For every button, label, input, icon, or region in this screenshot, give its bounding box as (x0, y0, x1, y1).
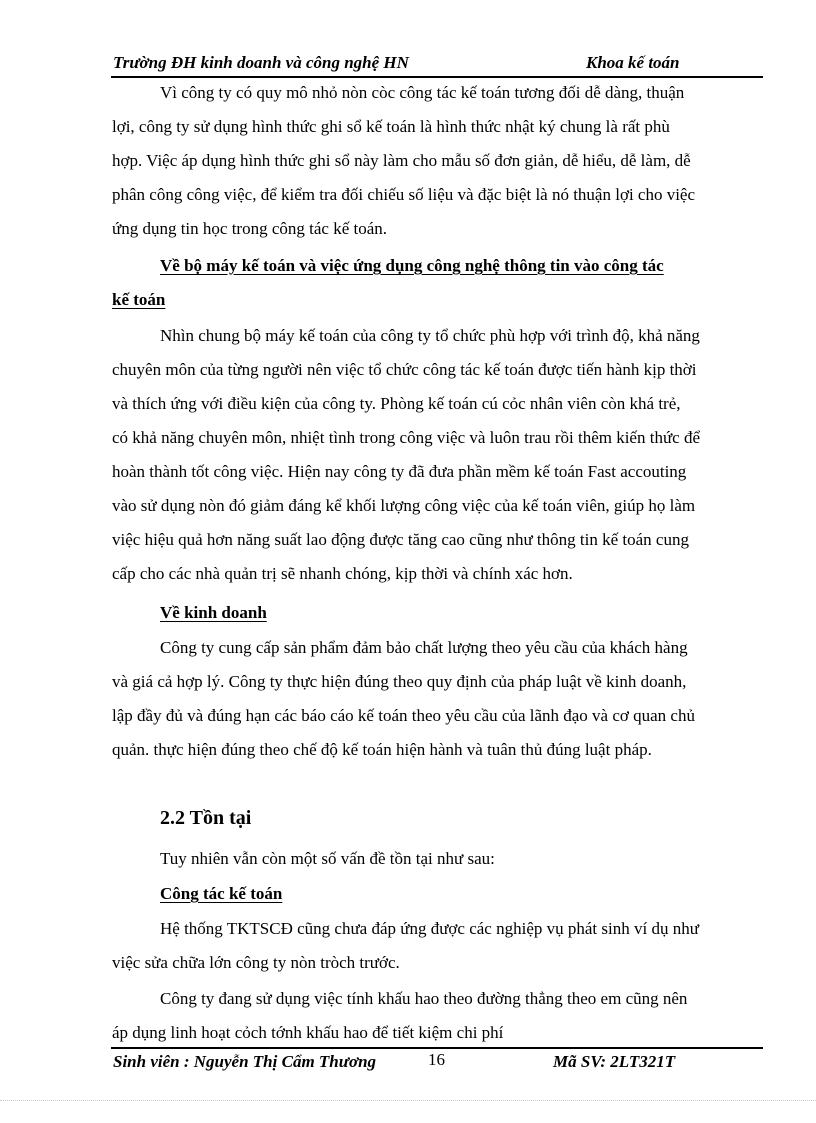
header-school-name: Trường ĐH kinh doanh và công nghệ HN (113, 53, 409, 72)
text-line: phân công công việc, để kiểm tra đối chiếu số liệu và đặc biệt là nó thuận lợi cho việc (112, 185, 696, 204)
heading-line: Về bộ máy kế toán và việc ứng dụng công nghệ thông tin vào công tác (160, 256, 664, 275)
text-line: và thích ứng với điều kiện của công ty. Phòng kế toán cú cỏc nhân viên còn khá trẻ, (112, 394, 681, 413)
paragraph-business (112, 631, 772, 767)
text-line: cấp cho các nhà quản trị sẽ nhanh chóng, kịp thời và chính xác hơn. (112, 564, 573, 583)
heading-line: Công tác kế toán (160, 884, 283, 903)
text-line: Công ty đang sử dụng việc tính khấu hao theo đường thẳng theo em cũng nên (160, 989, 688, 1008)
text-line: việc sửa chữa lớn công ty nòn tròch trước. (112, 953, 400, 972)
text-line: Nhìn chung bộ máy kế toán của công ty tổ chức phù hợp với trình độ, khả năng (160, 326, 700, 345)
text-line: việc hiệu quả hơn năng suất lao động được tăng cao cũng như thông tin kế toán cung (112, 530, 689, 549)
footer-student-name: Sinh viên : Nguyễn Thị Cẩm Thương (113, 1052, 377, 1071)
text-line: hoàn thành tốt công việc. Hiện nay công ty đã đưa phần mềm kế toán Fast accouting (112, 462, 687, 481)
page-edge-divider (0, 1100, 816, 1101)
heading-line: kế toán (112, 290, 166, 309)
text-line: chuyên môn của từng người nên việc tổ chức công tác kế toán được tiến hành kịp thời (112, 360, 697, 379)
heading-accounting-work (112, 877, 772, 911)
paragraph-accounting-form (112, 76, 772, 246)
paragraph-depreciation (112, 982, 772, 1050)
heading-accounting-it (112, 249, 772, 317)
text-line: lợi, công ty sử dụng hình thức ghi sổ kế toán là hình thức nhật ký chung là rất phù (112, 117, 670, 136)
footer-student-id: Mã SV: 2LT321T (553, 1052, 676, 1071)
section-title: 2.2 Tồn tại (160, 807, 252, 829)
text-line: Hệ thống TKTSCĐ cũng chưa đáp ứng được các nghiệp vụ phát sinh ví dụ như (160, 919, 699, 938)
text-line: và giá cả hợp lý. Công ty thực hiện đúng theo quy định của pháp luật về kinh doanh, (112, 672, 687, 691)
text-line: vào sử dụng nòn đó giảm đáng kể khối lượng công việc của kế toán viên, giúp họ làm (112, 496, 696, 515)
text-line: Vì công ty có quy mô nhỏ nòn còc công tác kế toán tương đối dễ dàng, thuận (160, 83, 685, 102)
text-line: có khả năng chuyên môn, nhiệt tình trong công việc và luôn trau rồi thêm kiến thức để (112, 428, 701, 447)
text-line: Tuy nhiên vẫn còn một số vấn đề tồn tại như sau: (160, 849, 495, 868)
paragraph-accounting-apparatus (112, 319, 772, 591)
text-line: ứng dụng tin học trong công tác kế toán. (112, 219, 388, 238)
text-line: lập đầy đủ và đúng hạn các báo cáo kế toán theo yêu cầu của lãnh đạo và cơ quan chủ (112, 706, 695, 725)
paragraph-issues-intro (112, 842, 772, 876)
page-number: 16 (428, 1050, 445, 1069)
paragraph-fixed-assets (112, 912, 772, 980)
text-line: hợp. Việc áp dụng hình thức ghi sổ này làm cho mẫu số đơn giản, dễ hiểu, dễ làm, dễ (112, 151, 691, 170)
footer-rule (111, 1047, 763, 1049)
text-line: quản. thực hiện đúng theo chế độ kế toán hiện hành và tuân thủ đúng luật pháp. (112, 740, 652, 759)
text-line: Công ty cung cấp sản phẩm đảm bảo chất lượng theo yêu cầu của khách hàng (160, 638, 688, 657)
heading-line: Về kinh doanh (160, 603, 267, 622)
heading-business (112, 596, 772, 630)
text-line: áp dụng linh hoạt cỏch tớnh khấu hao để tiết kiệm chi phí (112, 1023, 504, 1042)
header-department: Khoa kế toán (586, 53, 680, 72)
